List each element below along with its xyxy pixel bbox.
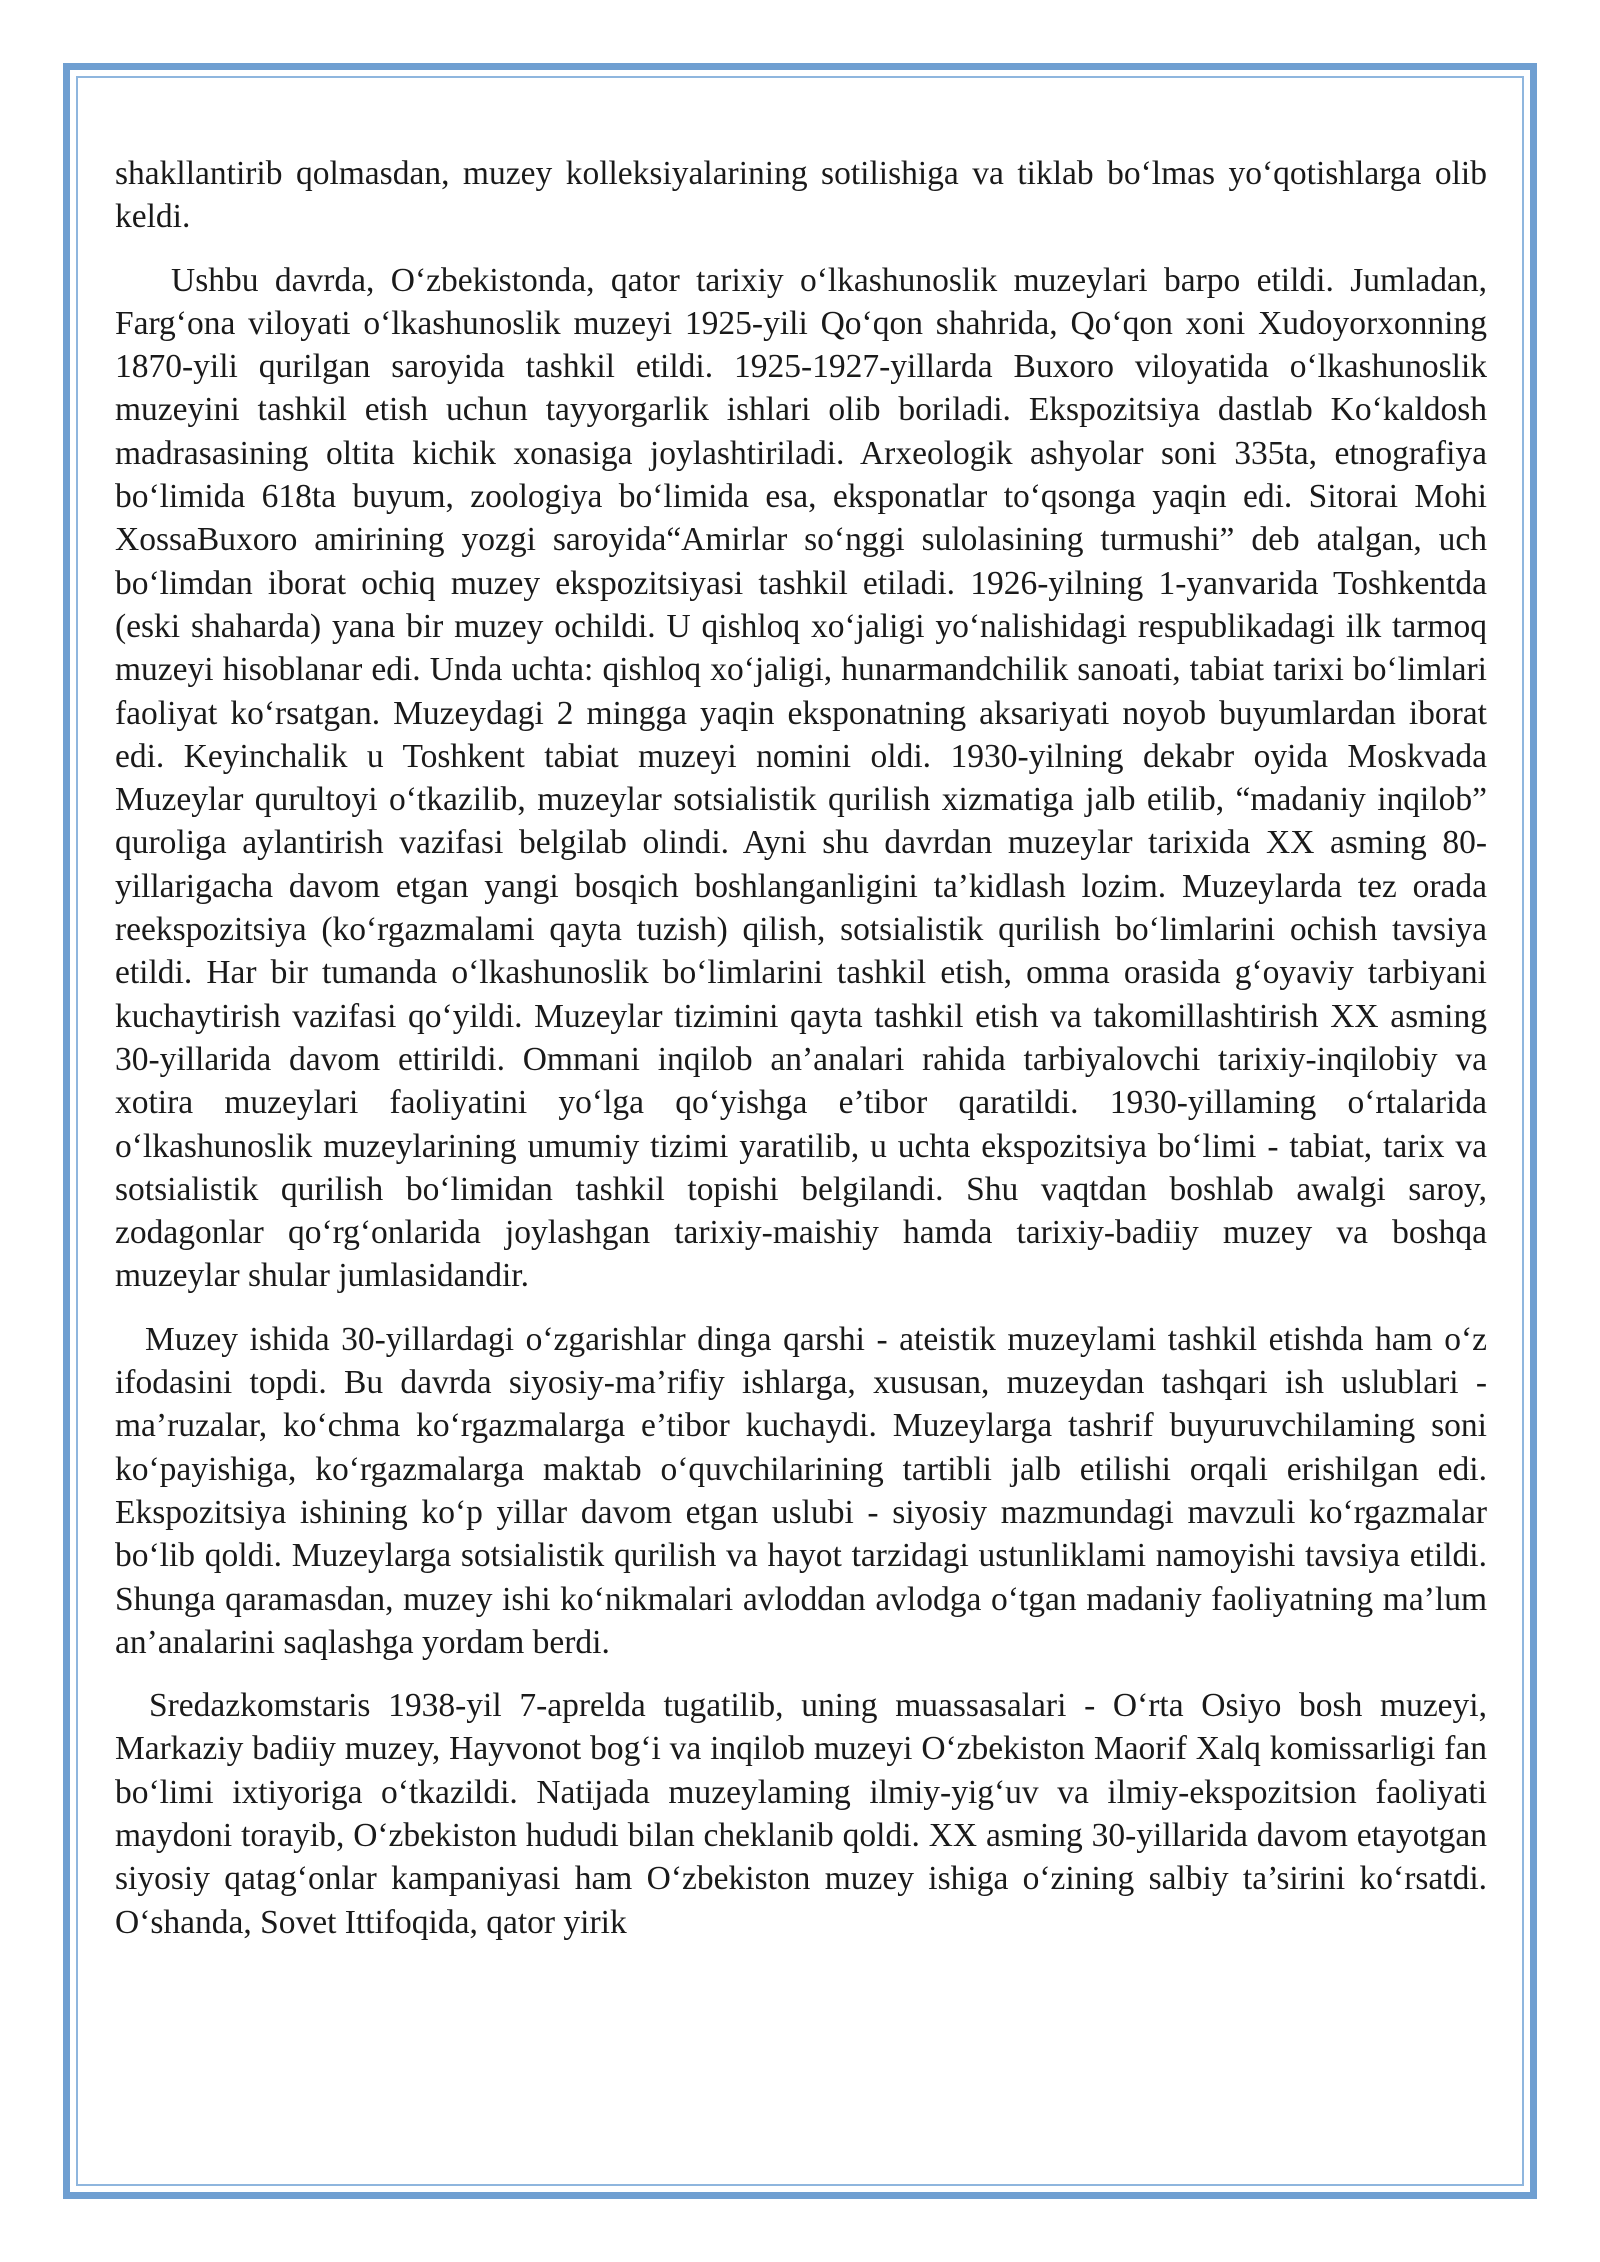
paragraph-1930s-changes: Muzey ishida 30-yillardagi o‘zgarishlar dinga qarshi - ateistik muzeylami tashkil etishda ham o‘z ifodasini topdi. Bu davrda siyosiy-ma’rifiy ishlarga, xususan, muzeydan tashqari ish uslublari - ma’ruzalar, ko‘chma ko‘rgazmalarga e’tibor kuchaydi. Muzeylarga tashrif buyuruvchilaming soni ko‘payishiga, ko‘rgazmalarga maktab o‘quvchilarining tartibli jalb etilishi orqali erishilgan edi. Ekspozitsiya ishining ko‘p yillar davom etgan uslubi - siyosiy mazmundagi mavzuli ko‘rgazmalar bo‘lib qoldi. Muzeylarga sotsialistik qurilish va hayot tarzidagi ustunliklami namoyishi tavsiya etildi. Shunga qaramasdan, muzey ishi ko‘nikmalari avloddan avlodga o‘tgan madaniy faoliyatning ma’lum an’analarini saqlashga yordam berdi.: [115, 1320, 1487, 1661]
page-content: [115, 152, 1487, 1964]
paragraph-sredazkomstaris: Sredazkomstaris 1938-yil 7-aprelda tugatilib, uning muassasalari - O‘rta Osiyo bosh muzeyi, Markaziy badiiy muzey, Hayvonot bog‘i va inqilob muzeyi O‘zbekiston Maorif Xalq komissarligi fan bo‘limi ixtiyoriga o‘tkazildi. Natijada muzeylaming ilmiy-yig‘uv va ilmiy-ekspozitsion faoliyati maydoni torayib, O‘zbekiston hududi bilan cheklanib qoldi. XX asming 30-yillarida davom etayotgan siyosiy qatag‘onlar kampaniyasi ham O‘zbekiston muzey ishiga o‘zining salbiy ta’sirini ko‘rsatdi. O‘shanda, Sovet Ittifoqida, qator yirik: [115, 1687, 1487, 1941]
paragraph-continuation: shakllantirib qolmasdan, muzey kolleksiyalarining sotilishiga va tiklab bo‘lmas yo‘qotishlarga olib keldi.: [115, 155, 1487, 236]
paragraph-museums-founding: Ushbu davrda, O‘zbekistonda, qator tarixiy o‘lkashunoslik muzeylari barpo etildi. Jumladan, Farg‘ona viloyati o‘lkashunoslik muzeyi 1925-yili Qo‘qon shahrida, Qo‘qon xoni Xudoyorxonning 1870-yili qurilgan saroyida tashkil etildi. 1925-1927-yillarda Buxoro viloyatida o‘lkashunoslik muzeyini tashkil etish uchun tayyorgarlik ishlari olib boriladi. Ekspozitsiya dastlab Ko‘kaldosh madrasasining oltita kichik xonasiga joylashtiriladi. Arxeologik ashyolar soni 335ta, etnografiya bo‘limida 618ta buyum, zoologiya bo‘limida esa, eksponatlar to‘qsonga yaqin edi. Sitorai Mohi XossaBuxoro amirining yozgi saroyida“Amirlar so‘nggi sulolasining turmushi” deb atalgan, uch bo‘limdan iborat ochiq muzey ekspozitsiyasi tashkil etiladi. 1926-yilning 1-yanvarida Toshkentda (eski shaharda) yana bir muzey ochildi. U qishloq xo‘jaligi yo‘nalishidagi respublikadagi ilk tarmoq muzeyi hisoblanar edi. Unda uchta: qishloq xo‘jaligi, hunarmandchilik sanoati, tabiat tarixi bo‘limlari faoliyat ko‘rsatgan. Muzeydagi 2 mingga yaqin eksponatning aksariyati noyob buyumlardan iborat edi. Keyinchalik u Toshkent tabiat muzeyi nomini oldi. 1930-yilning dekabr oyida Moskvada Muzeylar qurultoyi o‘tkazilib, muzeylar sotsialistik qurilish xizmatiga jalb etilib, “madaniy inqilob” quroliga aylantirish vazifasi belgilab olindi. Ayni shu davrdan muzeylar tarixida XX asming 80-yillarigacha davom etgan yangi bosqich boshlanganligini ta’kidlash lozim. Muzeylarda tez orada reekspozitsiya (ko‘rgazmalami qayta tuzish) qilish, sotsialistik qurilish bo‘limlarini ochish tavsiya etildi. Har bir tumanda o‘lkashunoslik bo‘limlarini tashkil etish, omma orasida g‘oyaviy tarbiyani kuchaytirish vazifasi qo‘yildi. Muzeylar tizimini qayta tashkil etish va takomillashtirish XX asming 30-yillarida davom ettirildi. Ommani inqilob an’analari rahida tarbiyalovchi tarixiy-inqilobiy va xotira muzeylari faoliyatini yo‘lga qo‘yishga e’tibor qaratildi. 1930-yillaming o‘rtalarida o‘lkashunoslik muzeylarining umumiy tizimi yaratilib, u uchta ekspozitsiya bo‘limi - tabiat, tarix va sotsialistik qurilish bo‘limidan tashkil topishi belgilandi. Shu vaqtdan boshlab awalgi saroy, zodagonlar qo‘rg‘onlarida joylashgan tarixiy-maishiy hamda tarixiy-badiiy muzey va boshqa muzeylar shular jumlasidandir.: [115, 261, 1487, 1295]
